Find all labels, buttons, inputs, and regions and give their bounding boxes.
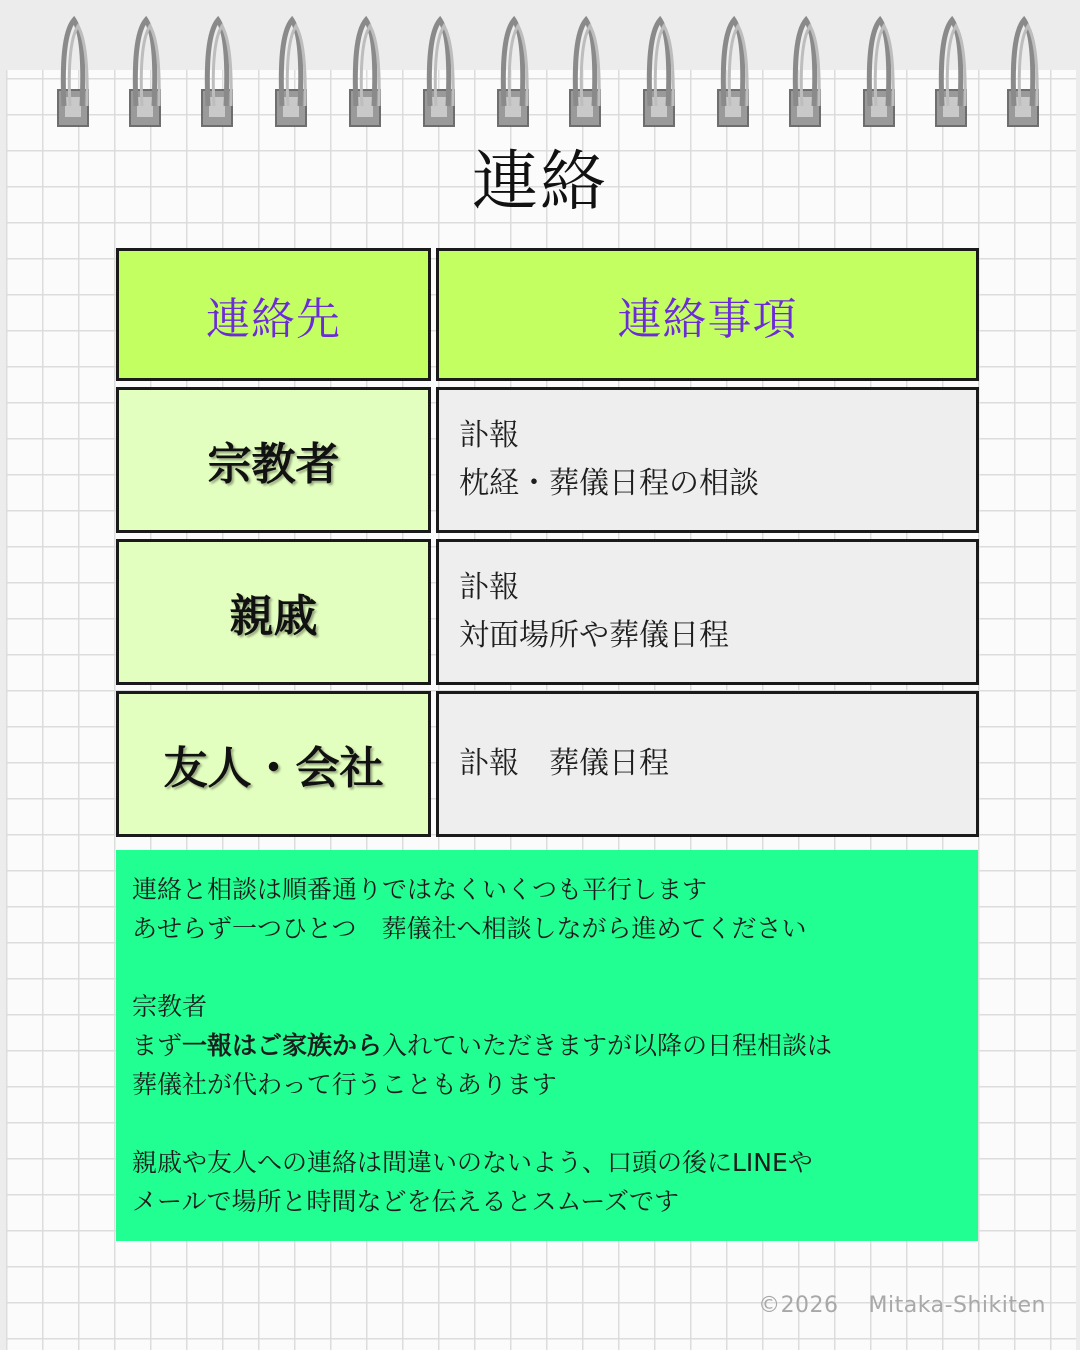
header-details: 連絡事項 — [436, 248, 979, 381]
page-title: 連絡 — [472, 143, 608, 220]
spiral-binding — [0, 0, 1080, 140]
note-line: あせらず一つひとつ 葬儀社へ相談しながら進めてください — [132, 914, 807, 943]
binding-ring-icon — [198, 14, 238, 129]
binding-ring-icon — [272, 14, 312, 129]
detail-line: 訃報 葬儀日程 — [459, 746, 669, 781]
binding-ring-icon — [860, 14, 900, 129]
binding-ring-icon — [786, 14, 826, 129]
contact-religious: 宗教者 — [116, 387, 431, 533]
note-text: 入れていただきますが以降の日程相談は — [382, 1031, 833, 1060]
note-line: 連絡と相談は順番通りではなくいくつも平行します — [132, 875, 708, 904]
binding-ring-icon — [566, 14, 606, 129]
note-box — [116, 850, 978, 1241]
binding-ring-icon — [932, 14, 972, 129]
detail-friends-company — [436, 691, 979, 837]
detail-religious — [436, 387, 979, 533]
binding-ring-icon — [1004, 14, 1044, 129]
binding-ring-icon — [714, 14, 754, 129]
contact-friends-company: 友人・会社 — [116, 691, 431, 837]
note-line: 宗教者 — [132, 992, 208, 1021]
binding-ring-icon — [640, 14, 680, 129]
detail-relatives — [436, 539, 979, 685]
binding-ring-icon — [346, 14, 386, 129]
binding-ring-icon — [494, 14, 534, 129]
binding-ring-icon — [54, 14, 94, 129]
header-contact: 連絡先 — [116, 248, 431, 381]
contact-relatives: 親戚 — [116, 539, 431, 685]
note-line: 親戚や友人への連絡は間違いのないよう、口頭の後にLINEや — [132, 1148, 813, 1177]
note-emphasis: 一報はご家族から — [182, 1031, 383, 1060]
copyright: ©2026 Mitaka-Shikiten — [758, 1293, 1046, 1318]
note-text: まず — [132, 1031, 183, 1060]
detail-line: 枕経・葬儀日程の相談 — [459, 466, 759, 501]
note-line — [132, 1026, 962, 1065]
note-line: 葬儀社が代わって行うこともあります — [132, 1070, 557, 1099]
binding-ring-icon — [126, 14, 166, 129]
detail-line: 対面場所や葬儀日程 — [459, 618, 729, 653]
detail-line: 訃報 — [459, 418, 519, 453]
note-line: メールで場所と時間などを伝えるとスムーズです — [132, 1187, 680, 1216]
binding-ring-icon — [420, 14, 460, 129]
detail-line: 訃報 — [459, 570, 519, 605]
